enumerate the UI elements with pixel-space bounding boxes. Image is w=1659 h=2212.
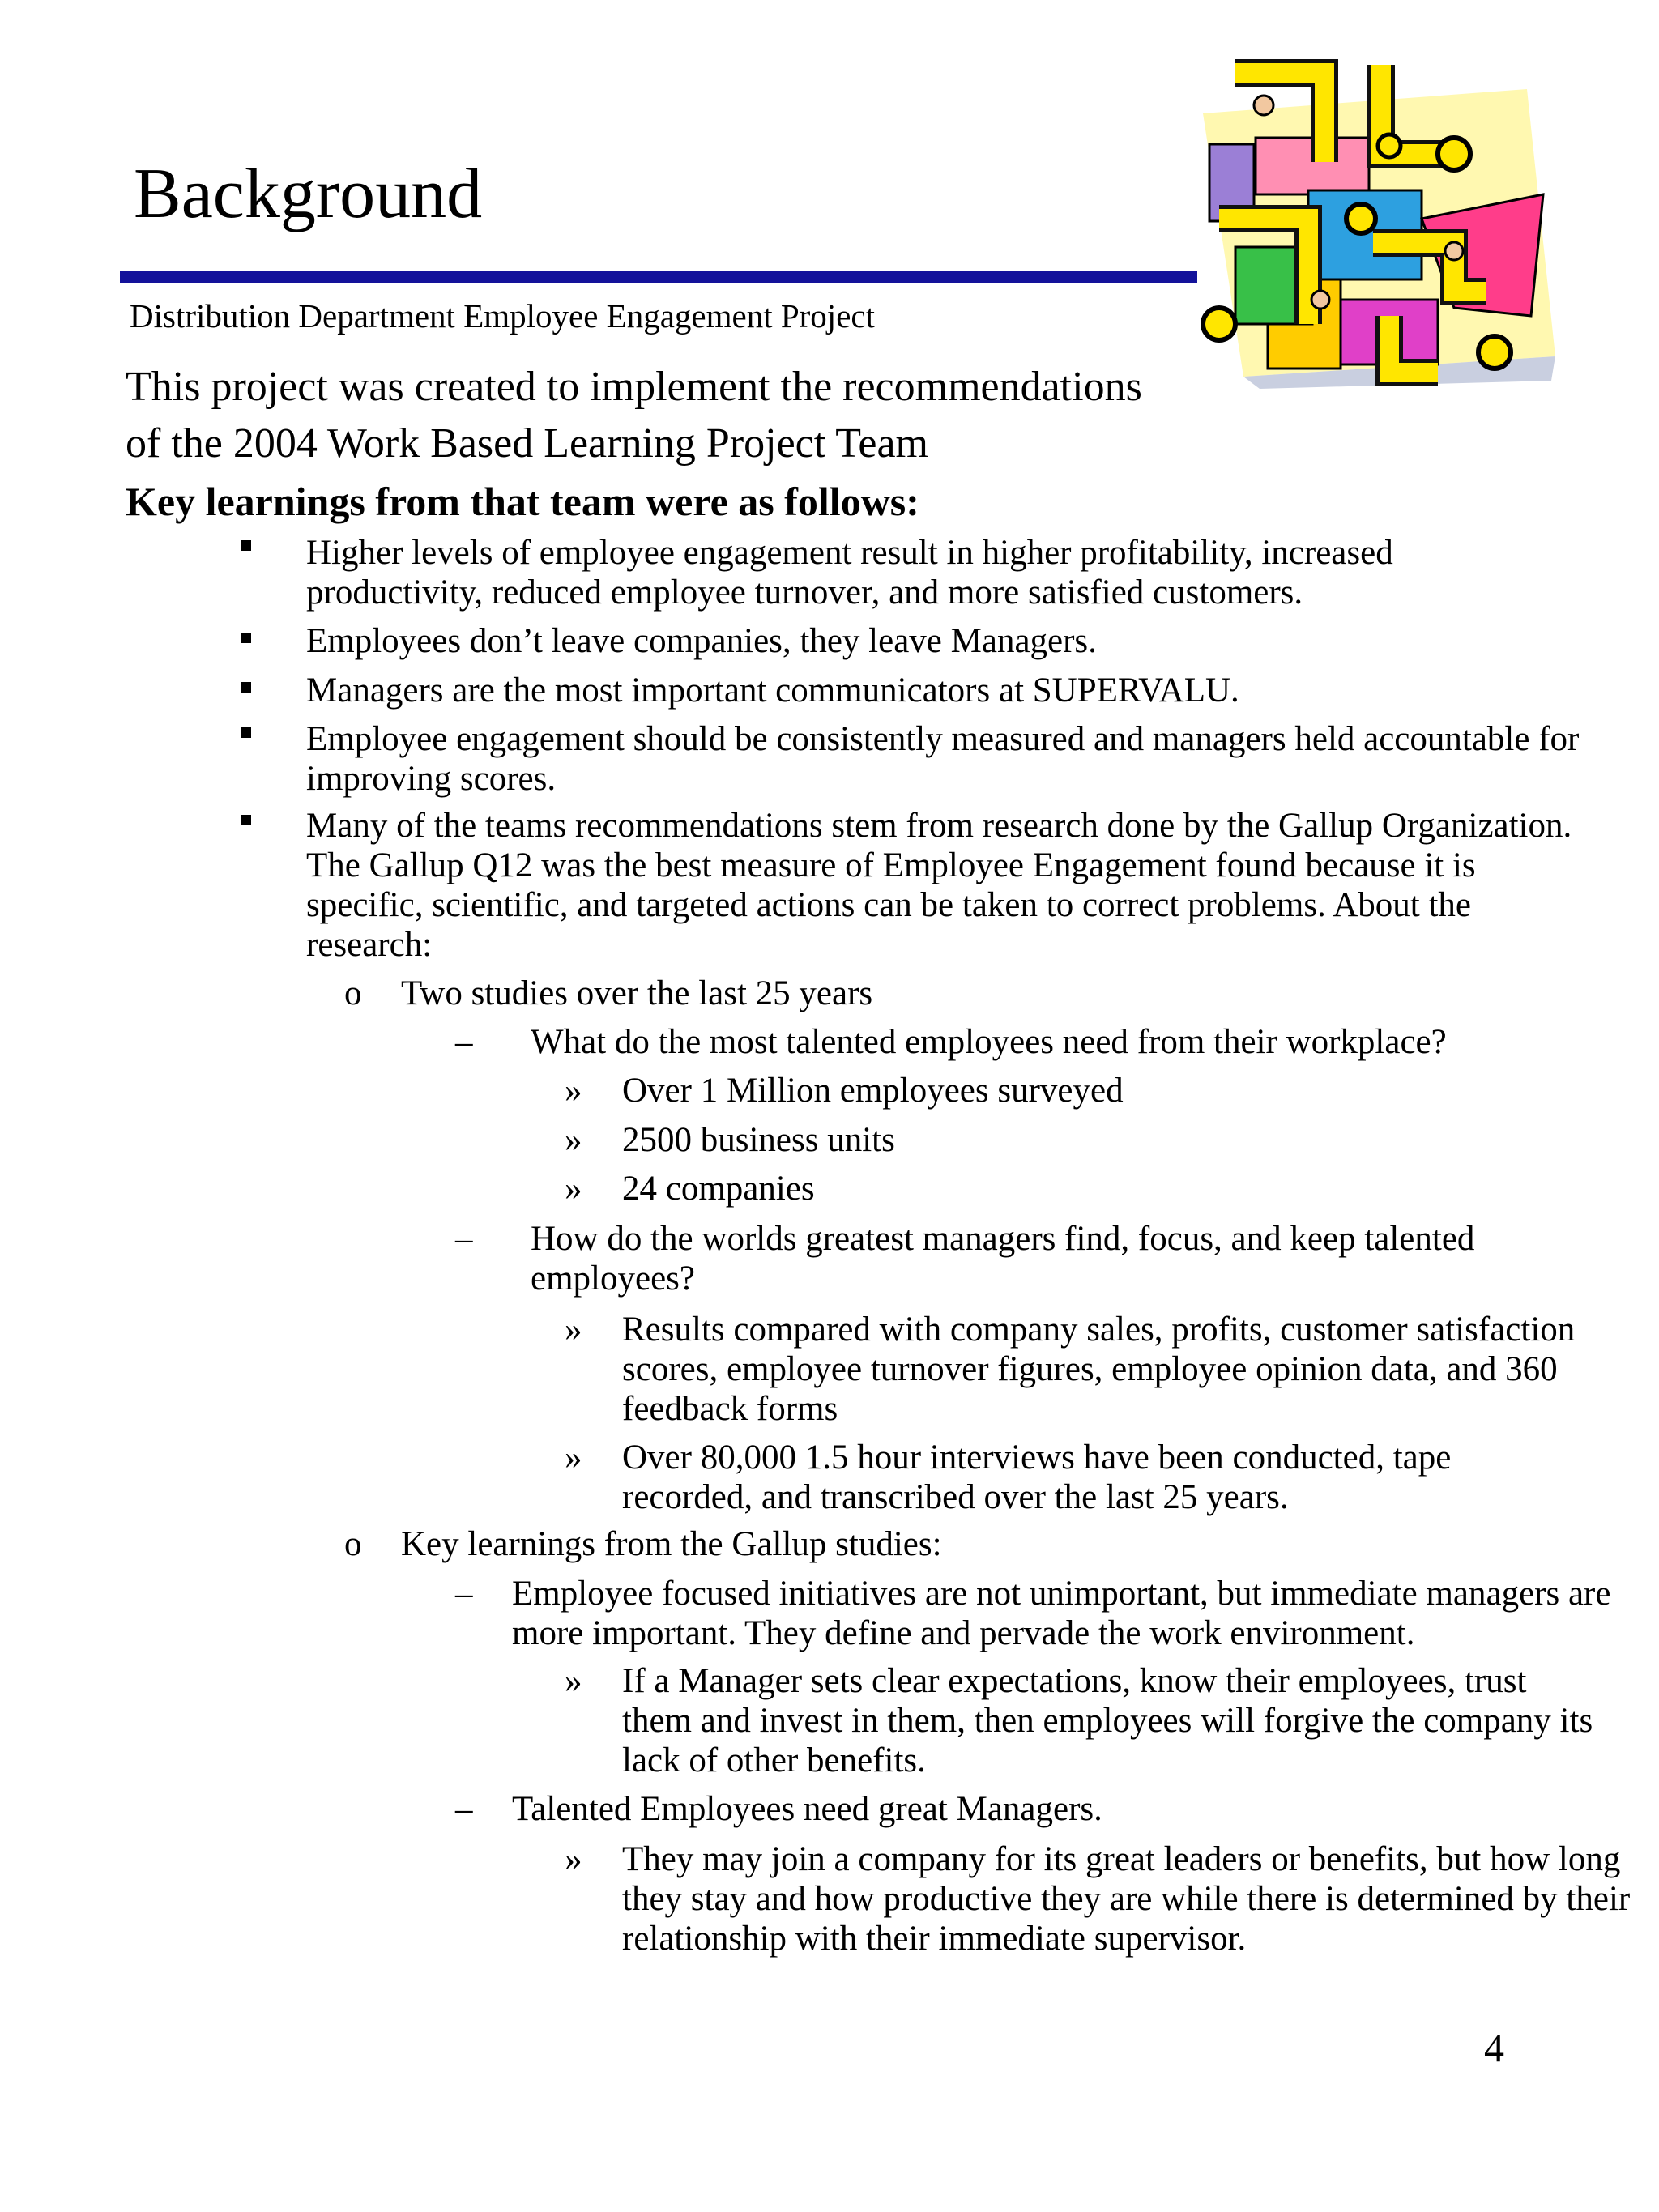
square-bullet-icon xyxy=(241,682,251,693)
dash-bullet-icon: – xyxy=(455,1220,473,1258)
list-item-text: What do the most talented employees need from their workplace? xyxy=(531,1023,1447,1061)
dash-bullet-icon: – xyxy=(455,1790,473,1828)
dash-bullet-icon: – xyxy=(455,1575,473,1613)
list-item-text: Employees don’t leave companies, they leave Managers. xyxy=(306,622,1097,660)
guillemet-bullet-icon: » xyxy=(565,1072,582,1110)
square-bullet-icon xyxy=(241,815,251,825)
list-item-text: Many of the teams recommendations stem from research done by the Gallup Organization. The Gallup Q12 was the best measure of Employee Engagement found because it is specific, scientific, and targeted actions can be taken to correct problems. About the research: xyxy=(306,807,1572,964)
list-item-text: Managers are the most important communicators at SUPERVALU. xyxy=(306,671,1239,710)
page-title: Background xyxy=(134,155,483,233)
list-item-text: Higher levels of employee engagement result in higher profitability, increased productivity, reduced employee turnover, and more satisfied customers. xyxy=(306,534,1393,612)
list-item-text: Over 1 Million employees surveyed xyxy=(622,1072,1124,1110)
intro-line: of the 2004 Work Based Learning Project Team xyxy=(126,420,928,467)
circle-bullet-icon: o xyxy=(344,1525,362,1563)
guillemet-bullet-icon: » xyxy=(565,1121,582,1159)
intro-line: This project was created to implement the recommendations xyxy=(126,364,1142,410)
list-item-text: 24 companies xyxy=(622,1170,815,1208)
square-bullet-icon xyxy=(241,727,251,738)
list-item-text: Over 80,000 1.5 hour interviews have been conducted, tape recorded, and transcribed over the last 25 years. xyxy=(622,1438,1452,1516)
list-item-text: If a Manager sets clear expectations, know their employees, trust them and invest in them, then employees will forgive the company its lack of other benefits. xyxy=(622,1662,1593,1779)
guillemet-bullet-icon: » xyxy=(565,1311,582,1349)
list-item-text: Employee engagement should be consistently measured and managers held accountable for improving scores. xyxy=(306,720,1580,798)
title-rule xyxy=(120,271,1197,283)
list-item-text: 2500 business units xyxy=(622,1121,895,1159)
list-item-text: Key learnings from the Gallup studies: xyxy=(401,1525,942,1563)
key-learnings-heading: Key learnings from that team were as follows: xyxy=(126,479,919,524)
people-puzzle-clipart-icon xyxy=(1187,57,1572,397)
square-bullet-icon xyxy=(241,540,251,551)
list-item-text: Talented Employees need great Managers. xyxy=(512,1790,1102,1828)
page-subtitle: Distribution Department Employee Engagement Project xyxy=(130,297,875,335)
square-bullet-icon xyxy=(241,633,251,643)
guillemet-bullet-icon: » xyxy=(565,1662,582,1700)
dash-bullet-icon: – xyxy=(455,1023,473,1061)
guillemet-bullet-icon: » xyxy=(565,1840,582,1878)
guillemet-bullet-icon: » xyxy=(565,1438,582,1477)
circle-bullet-icon: o xyxy=(344,974,362,1012)
list-item-text: Results compared with company sales, profits, customer satisfaction scores, employee turnover figures, employee opinion data, and 360 feedback forms xyxy=(622,1311,1576,1428)
list-item-text: Employee focused initiatives are not unimportant, but immediate managers are more important. They define and pervade the work environment. xyxy=(512,1575,1611,1652)
list-item-text: How do the worlds greatest managers find, focus, and keep talented employees? xyxy=(531,1220,1475,1298)
list-item-text: Two studies over the last 25 years xyxy=(401,974,873,1012)
page-number: 4 xyxy=(1484,2025,1504,2070)
guillemet-bullet-icon: » xyxy=(565,1170,582,1208)
intro-paragraph xyxy=(126,359,1142,472)
list-item-text: They may join a company for its great leaders or benefits, but how long they stay and how productive they are while there is determined by their relationship with their immediate supervisor. xyxy=(622,1840,1631,1958)
